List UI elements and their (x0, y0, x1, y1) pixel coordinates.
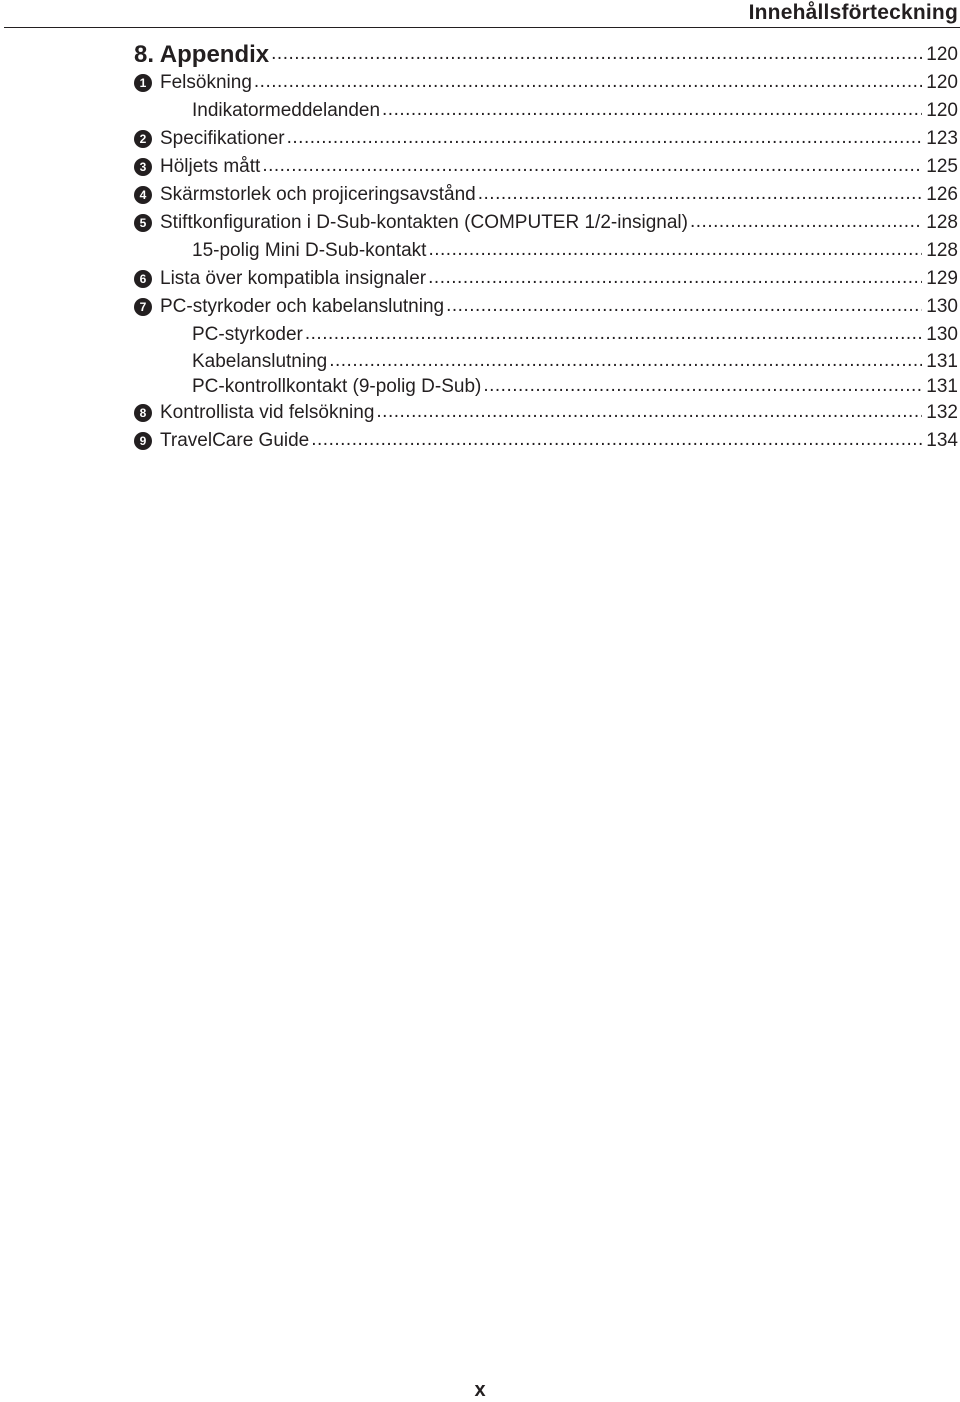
toc-entry-lista-insignaler[interactable] (134, 265, 958, 293)
section-number-badge: 2 (134, 130, 152, 148)
toc-leader (262, 157, 922, 177)
toc-subentry-pc-kontrollkontakt[interactable] (134, 374, 958, 399)
toc-entry-pc-styrkoder-kabel[interactable] (134, 293, 958, 321)
section-number-badge: 9 (134, 432, 152, 450)
toc-entry-travelcare[interactable] (134, 427, 958, 455)
section-number-badge: 5 (134, 214, 152, 232)
header-rule (4, 27, 960, 28)
toc-entry-label: Indikatormeddelanden (192, 100, 381, 121)
toc-entry-label: Lista över kompatibla insignaler (160, 268, 427, 289)
table-of-contents (134, 41, 958, 455)
toc-leader (329, 352, 922, 372)
section-number-badge: 6 (134, 270, 152, 288)
toc-subentry-indikatormeddelanden[interactable] (134, 97, 958, 125)
toc-subentry-kabelanslutning[interactable] (134, 349, 958, 374)
toc-entry-kontrollista[interactable] (134, 399, 958, 427)
toc-page-number: 128 (926, 240, 958, 261)
toc-chapter-appendix[interactable] (134, 41, 958, 69)
page-number: x (474, 1379, 486, 1401)
toc-leader (478, 185, 923, 205)
toc-page-number: 126 (926, 184, 958, 205)
toc-leader (305, 325, 922, 345)
toc-entry-label: Specifikationer (160, 128, 285, 149)
toc-page-number: 130 (926, 324, 958, 345)
toc-page-number: 131 (926, 375, 958, 397)
section-number-badge: 4 (134, 186, 152, 204)
toc-page-number: 120 (926, 72, 958, 93)
toc-page-number: 120 (926, 44, 958, 65)
toc-leader (690, 213, 922, 233)
toc-entry-label: PC-kontrollkontakt (9-polig D-Sub) (192, 375, 482, 397)
toc-leader (446, 297, 922, 317)
toc-entry-label: Skärmstorlek och projiceringsavstånd (160, 184, 476, 205)
toc-page-number: 123 (926, 128, 958, 149)
section-number-badge: 7 (134, 298, 152, 316)
toc-entry-label: PC-styrkoder och kabelanslutning (160, 296, 445, 317)
section-number-badge: 1 (134, 74, 152, 92)
toc-chapter-label: 8. Appendix (134, 41, 270, 68)
toc-subentry-15-polig[interactable] (134, 237, 958, 265)
toc-page-number: 132 (926, 402, 958, 423)
toc-entry-skarmstorlek[interactable] (134, 181, 958, 209)
toc-leader (483, 377, 922, 397)
toc-entry-label: Kontrollista vid felsökning (160, 402, 375, 423)
toc-page-number: 134 (926, 430, 958, 451)
toc-page-number: 129 (926, 268, 958, 289)
toc-page-number: 125 (926, 156, 958, 177)
section-number-badge: 8 (134, 404, 152, 422)
toc-entry-label: TravelCare Guide (160, 430, 310, 451)
toc-leader (271, 45, 922, 65)
toc-leader (382, 101, 922, 121)
toc-entry-label: Stiftkonfiguration i D-Sub-kontakten (COMPUTER 1/2-insignal) (160, 212, 688, 233)
toc-entry-felsokning[interactable] (134, 69, 958, 97)
toc-page-number: 131 (926, 350, 958, 372)
toc-leader (428, 241, 922, 261)
toc-entry-label: Felsökning (160, 72, 252, 93)
toc-entry-label: 15-polig Mini D-Sub-kontakt (192, 240, 427, 261)
toc-entry-label: PC-styrkoder (192, 324, 303, 345)
toc-entry-holjets-matt[interactable] (134, 153, 958, 181)
toc-entry-stiftkonfiguration[interactable] (134, 209, 958, 237)
toc-entry-label: Kabelanslutning (192, 350, 328, 372)
toc-leader (287, 129, 923, 149)
toc-leader (254, 73, 922, 93)
toc-entry-specifikationer[interactable] (134, 125, 958, 153)
toc-subentry-pc-styrkoder[interactable] (134, 321, 958, 349)
section-number-badge: 3 (134, 158, 152, 176)
toc-page-number: 130 (926, 296, 958, 317)
toc-leader (428, 269, 922, 289)
toc-page-number: 120 (926, 100, 958, 121)
toc-leader (376, 403, 922, 423)
page-header-title: Innehållsförteckning (748, 1, 958, 24)
toc-entry-label: Höljets mått (160, 156, 261, 177)
toc-leader (311, 431, 922, 451)
toc-page-number: 128 (926, 212, 958, 233)
